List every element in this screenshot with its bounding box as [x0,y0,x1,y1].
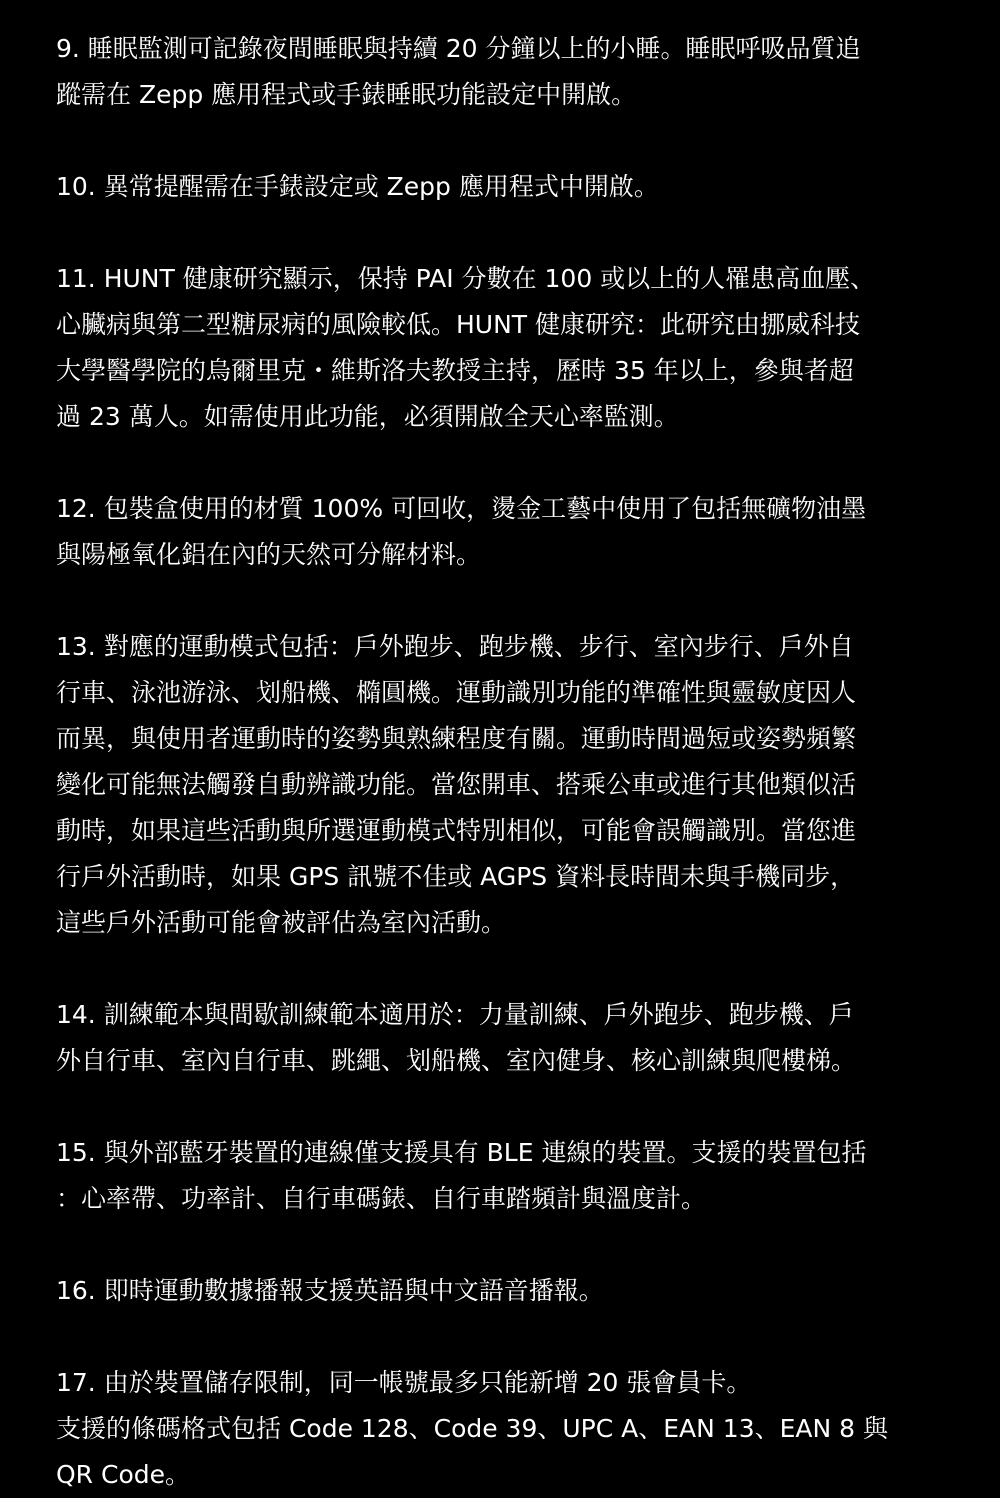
footnote-line: 心臟病與第二型糖尿病的風險較低。HUNT 健康研究：此研究由挪威科技 [56,310,861,339]
footnote-13 [56,624,946,946]
footnote-line: 11. HUNT 健康研究顯示，保持 PAI 分數在 100 或以上的人罹患高血壓、 [56,264,876,293]
footnote-line: ：心率帶、功率計、自行車碼錶、自行車踏頻計與溫度計。 [56,1184,707,1213]
footnote-line: 與陽極氧化鋁在內的天然可分解材料。 [56,540,482,569]
footnote-line: 14. 訓練範本與間歇訓練範本適用於：力量訓練、戶外跑步、跑步機、戶 [56,1000,854,1029]
footnote-line: 12. 包裝盒使用的材質 100% 可回收，燙金工藝中使用了包括無礦物油墨 [56,494,867,523]
footnote-line: 過 23 萬人。如需使用此功能，必須開啟全天心率監測。 [56,402,679,431]
footnote-line: 行車、泳池游泳、划船機、橢圓機。運動識別功能的準確性與靈敏度因人 [56,678,857,707]
footnote-9 [56,26,946,118]
footnote-14 [56,992,946,1084]
footnote-line: 9. 睡眠監測可記錄夜間睡眠與持續 20 分鐘以上的小睡。睡眠呼吸品質追 [56,34,861,63]
footnote-line: 13. 對應的運動模式包括：戶外跑步、跑步機、步行、室內步行、戶外自 [56,632,854,661]
footnote-line: 外自行車、室內自行車、跳繩、划船機、室內健身、核心訓練與爬樓梯。 [56,1046,857,1075]
footnote-line: 變化可能無法觸發自動辨識功能。當您開車、搭乘公車或進行其他類似活 [56,770,857,799]
footnote-line: 動時，如果這些活動與所選運動模式特別相似，可能會誤觸識別。當您進 [56,816,857,845]
footnote-12 [56,486,946,578]
footnote-line: 行戶外活動時，如果 GPS 訊號不佳或 AGPS 資料長時間未與手機同步， [56,862,856,891]
footnote-15 [56,1130,946,1222]
footnote-line: 15. 與外部藍牙裝置的連線僅支援具有 BLE 連線的裝置。支援的裝置包括 [56,1138,867,1167]
footnote-line: 支援的條碼格式包括 Code 128、Code 39、UPC A、EAN 13、EAN 8 與 [56,1414,889,1443]
footnote-line: 而異，與使用者運動時的姿勢與熟練程度有關。運動時間過短或姿勢頻繁 [56,724,857,753]
footnotes-document [56,26,946,1498]
footnote-line: 10. 異常提醒需在手錶設定或 Zepp 應用程式中開啟。 [56,172,659,201]
footnote-17 [56,1360,946,1498]
footnote-line: 蹤需在 Zepp 應用程式或手錶睡眠功能設定中開啟。 [56,80,637,109]
footnote-line: 17. 由於裝置儲存限制，同一帳號最多只能新增 20 張會員卡。 [56,1368,752,1397]
footnote-16 [56,1268,946,1314]
footnote-line: QR Code。 [56,1460,190,1489]
footnote-line: 16. 即時運動數據播報支援英語與中文語音播報。 [56,1276,604,1305]
footnote-10 [56,164,946,210]
footnote-11 [56,256,946,440]
footnote-line: 這些戶外活動可能會被評估為室內活動。 [56,908,507,937]
footnote-line: 大學醫學院的烏爾里克・維斯洛夫教授主持，歷時 35 年以上，參與者超 [56,356,854,385]
